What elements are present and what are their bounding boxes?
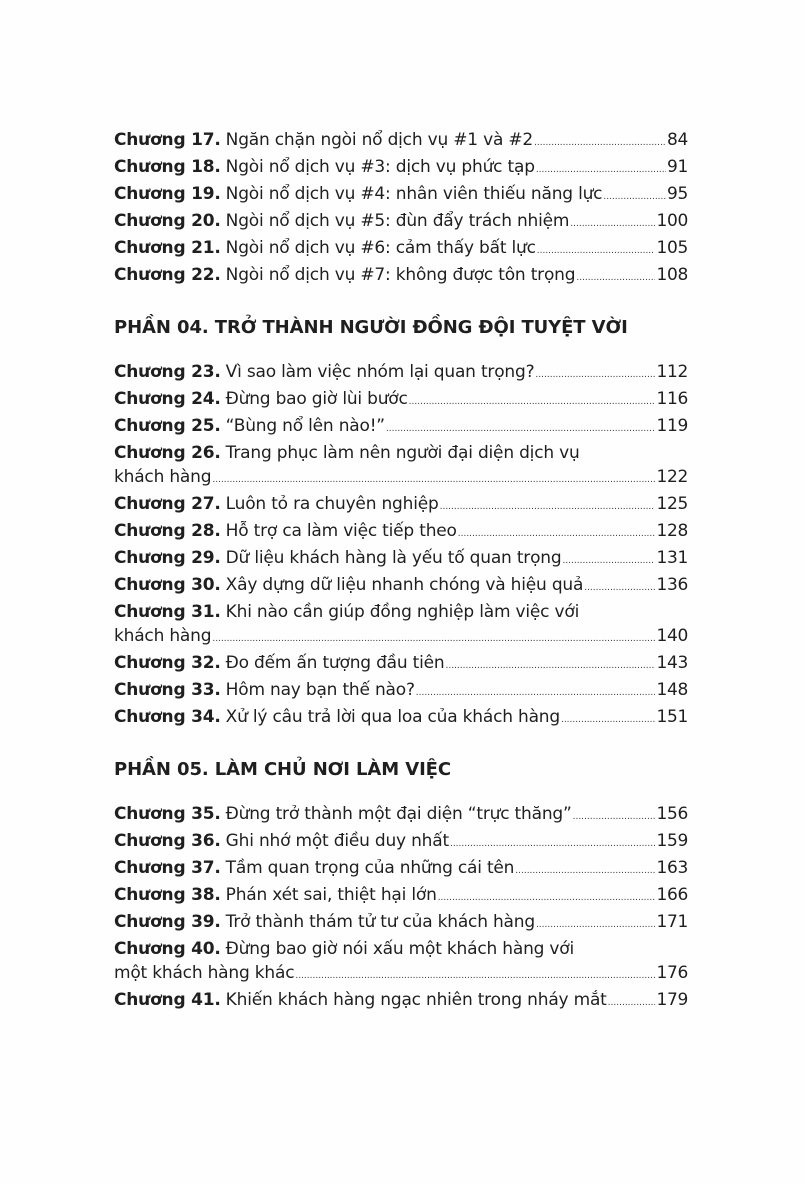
chapter-title: Đừng trở thành một đại diện “trực thăng” [225, 804, 572, 824]
chapter-title: Hôm nay bạn thế nào? [225, 680, 415, 700]
chapter-label: Chương 34. [114, 707, 221, 727]
chapter-title: Ngòi nổ dịch vụ #5: đùn đẩy trách nhiệm [225, 211, 570, 231]
page-number: 95 [666, 184, 688, 204]
chapter-label: Chương 18. [114, 157, 221, 177]
chapter-label: Chương 30. [114, 575, 221, 595]
dot-leader [295, 964, 655, 988]
chapter-title: “Bùng nổ lên nào!” [225, 416, 385, 436]
chapter-title: Trang phục làm nên người đại diện dịch vụ [225, 443, 580, 463]
page-number: 122 [656, 467, 688, 487]
chapter-title: Ngòi nổ dịch vụ #6: cảm thấy bất lực [225, 238, 536, 258]
dot-leader [562, 549, 655, 573]
page-number: 171 [656, 912, 688, 932]
toc-entry[interactable] [114, 128, 688, 155]
dot-leader [409, 390, 656, 414]
toc-entry[interactable] [114, 236, 688, 263]
page-number: 143 [656, 653, 688, 673]
chapter-label: Chương 36. [114, 831, 221, 851]
dot-leader [416, 681, 656, 705]
chapter-title: Khi nào cần giúp đồng nghiệp làm việc với [225, 602, 580, 622]
page-number: 100 [656, 211, 688, 231]
chapter-title-continued: khách hàng [114, 467, 212, 487]
chapter-label: Chương 23. [114, 362, 221, 382]
page-number: 91 [666, 157, 688, 177]
page-number: 131 [656, 548, 688, 568]
toc-entry[interactable] [114, 182, 688, 209]
chapter-title: Ngòi nổ dịch vụ #4: nhân viên thiếu năng lực [225, 184, 603, 204]
dot-leader [584, 576, 655, 600]
page-number: 151 [656, 707, 688, 727]
chapter-title: Tầm quan trọng của những cái tên [225, 858, 515, 878]
chapter-title: Trở thành thám tử tư của khách hàng [225, 912, 535, 932]
dot-leader [573, 805, 656, 829]
chapter-label: Chương 41. [114, 990, 221, 1010]
chapter-label: Chương 20. [114, 211, 221, 231]
toc-entry[interactable] [114, 387, 688, 414]
chapter-label: Chương 22. [114, 265, 221, 285]
chapter-label: Chương 31. [114, 602, 221, 622]
page-number: 148 [656, 680, 688, 700]
dot-leader [386, 417, 656, 441]
chapter-label: Chương 19. [114, 184, 221, 204]
page-number: 163 [656, 858, 688, 878]
toc-entry[interactable] [114, 600, 688, 651]
toc-entry[interactable] [114, 910, 688, 937]
toc-entry[interactable] [114, 829, 688, 856]
section-heading: PHẦN 05. LÀM CHỦ NƠI LÀM VIỆC [114, 759, 451, 780]
toc-entry[interactable] [114, 519, 688, 546]
chapter-label: Chương 28. [114, 521, 221, 541]
chapter-title-continued: khách hàng [114, 626, 212, 646]
dot-leader [212, 627, 655, 651]
page-number: 125 [656, 494, 688, 514]
chapter-title: Đừng bao giờ nói xấu một khách hàng với [225, 939, 575, 959]
chapter-title: Vì sao làm việc nhóm lại quan trọng? [225, 362, 535, 382]
chapter-title: Phán xét sai, thiệt hại lớn [225, 885, 437, 905]
chapter-title: Xây dựng dữ liệu nhanh chóng và hiệu quả [225, 575, 584, 595]
page-number: 128 [656, 521, 688, 541]
page-number: 119 [656, 416, 688, 436]
chapter-label: Chương 26. [114, 443, 221, 463]
dot-leader [603, 185, 666, 209]
section-heading: PHẦN 04. TRỞ THÀNH NGƯỜI ĐỒNG ĐỘI TUYỆT VỜI [114, 317, 628, 338]
dot-leader [561, 708, 655, 732]
toc-entry[interactable] [114, 988, 688, 1015]
chapter-label: Chương 35. [114, 804, 221, 824]
chapter-title-continued: một khách hàng khác [114, 963, 295, 983]
dot-leader [450, 832, 655, 856]
toc-entry[interactable] [114, 856, 688, 883]
chapter-label: Chương 25. [114, 416, 221, 436]
chapter-title: Ngăn chặn ngòi nổ dịch vụ #1 và #2 [225, 130, 534, 150]
toc-entry[interactable] [114, 155, 688, 182]
table-of-contents [114, 128, 688, 1015]
chapter-label: Chương 24. [114, 389, 221, 409]
chapter-label: Chương 38. [114, 885, 221, 905]
page-number: 156 [656, 804, 688, 824]
chapter-title: Hỗ trợ ca làm việc tiếp theo [225, 521, 457, 541]
chapter-title: Ghi nhớ một điều duy nhất [225, 831, 449, 851]
toc-entry[interactable] [114, 441, 688, 492]
dot-leader [212, 468, 655, 492]
toc-entry[interactable] [114, 705, 688, 732]
chapter-label: Chương 37. [114, 858, 221, 878]
toc-entry[interactable] [114, 546, 688, 573]
chapter-label: Chương 40. [114, 939, 221, 959]
chapter-label: Chương 29. [114, 548, 221, 568]
page-number: 136 [656, 575, 688, 595]
dot-leader [536, 158, 666, 182]
toc-entry[interactable] [114, 651, 688, 678]
dot-leader [445, 654, 655, 678]
chapter-title: Dữ liệu khách hàng là yếu tố quan trọng [225, 548, 562, 568]
toc-entry[interactable] [114, 492, 688, 519]
chapter-title: Xử lý câu trả lời qua loa của khách hàng [225, 707, 560, 727]
dot-leader [515, 859, 655, 883]
chapter-title: Đừng bao giờ lùi bước [225, 389, 408, 409]
page-number: 166 [656, 885, 688, 905]
dot-leader [608, 991, 656, 1015]
dot-leader [458, 522, 656, 546]
page-number: 105 [656, 238, 688, 258]
toc-entry[interactable] [114, 209, 688, 236]
dot-leader [440, 495, 656, 519]
page-number: 112 [656, 362, 688, 382]
dot-leader [570, 212, 655, 236]
dot-leader [438, 886, 656, 910]
chapter-label: Chương 17. [114, 130, 221, 150]
chapter-label: Chương 33. [114, 680, 221, 700]
chapter-title: Ngòi nổ dịch vụ #3: dịch vụ phức tạp [225, 157, 535, 177]
page-number: 84 [666, 130, 688, 150]
chapter-label: Chương 21. [114, 238, 221, 258]
page-number: 159 [656, 831, 688, 851]
chapter-title: Luôn tỏ ra chuyên nghiệp [225, 494, 439, 514]
dot-leader [536, 913, 656, 937]
toc-entry[interactable] [114, 883, 688, 910]
page-number: 116 [656, 389, 688, 409]
dot-leader [534, 131, 666, 155]
dot-leader [537, 239, 656, 263]
dot-leader [535, 363, 655, 387]
chapter-title: Đo đếm ấn tượng đầu tiên [225, 653, 445, 673]
toc-entry[interactable] [114, 678, 688, 705]
toc-entry[interactable] [114, 360, 688, 387]
chapter-label: Chương 27. [114, 494, 221, 514]
chapter-title: Khiến khách hàng ngạc nhiên trong nháy mắt [225, 990, 607, 1010]
page-number: 108 [656, 265, 688, 285]
toc-entry[interactable] [114, 937, 688, 988]
chapter-label: Chương 39. [114, 912, 221, 932]
chapter-label: Chương 32. [114, 653, 221, 673]
toc-entry[interactable] [114, 802, 688, 829]
page-number: 179 [656, 990, 688, 1010]
page-number: 140 [656, 626, 688, 646]
dot-leader [576, 266, 655, 290]
toc-entry[interactable] [114, 414, 688, 441]
chapter-title: Ngòi nổ dịch vụ #7: không được tôn trọng [225, 265, 576, 285]
toc-entry[interactable] [114, 263, 688, 290]
page-number: 176 [656, 963, 688, 983]
toc-entry[interactable] [114, 573, 688, 600]
